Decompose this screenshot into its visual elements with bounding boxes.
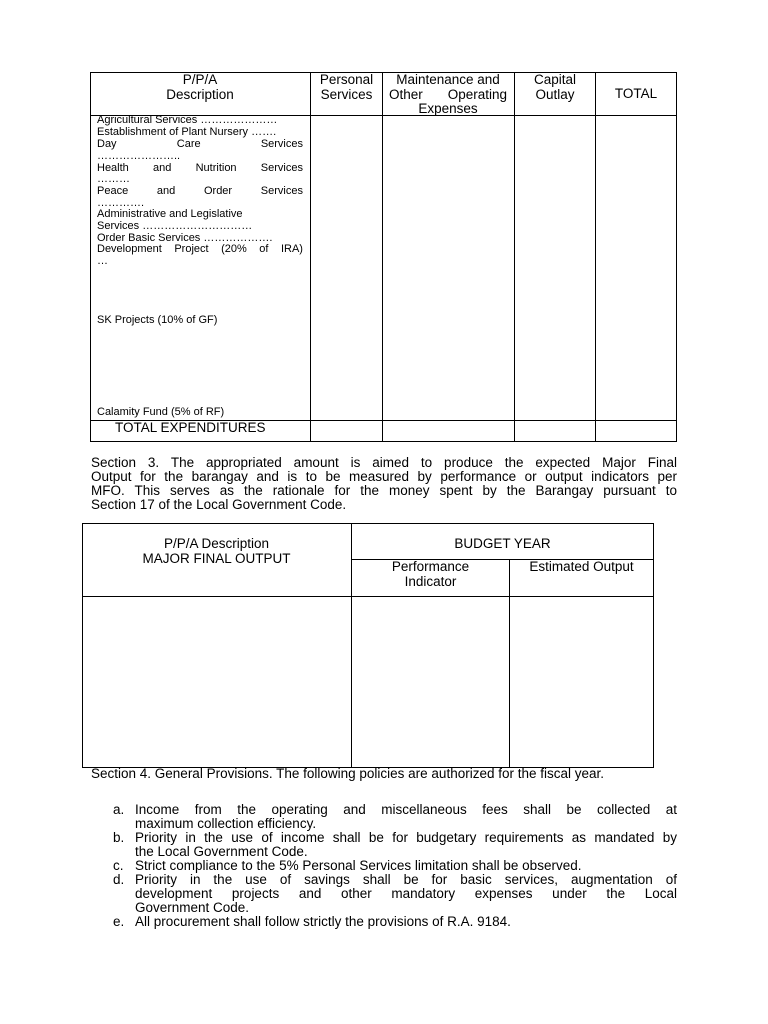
column-divider [514, 72, 515, 442]
item-word: and [153, 162, 172, 174]
item-word: Services [260, 162, 303, 174]
column-divider [382, 72, 383, 442]
item-word: Day [97, 138, 117, 150]
header-text: Maintenance and [396, 72, 500, 87]
total-expenditures-label: TOTAL EXPENDITURES [115, 420, 266, 435]
item-word: Order [203, 185, 233, 197]
list-item [113, 859, 677, 873]
item-word: Nutrition [195, 162, 237, 174]
item-development-project [97, 244, 303, 256]
item-word: Services [260, 185, 303, 197]
header-ppa-description [90, 73, 310, 102]
header-text: TOTAL [614, 86, 658, 101]
header-text: Indicator [404, 573, 457, 589]
header-text: Personal [319, 72, 374, 87]
item-leader-dots: ……… [97, 173, 130, 185]
paragraph-line: Section 3. The appropriated amount is aimed to produce the expected Major Final [91, 455, 677, 470]
major-final-output-table [82, 523, 654, 768]
header-text: Description [166, 86, 234, 102]
list-item [113, 915, 677, 929]
item-sk-projects: SK Projects (10% of GF) [97, 314, 218, 326]
item-word: Services [260, 138, 303, 150]
table-border-top [82, 523, 654, 524]
paragraph-line: Output for the barangay and is to be measured by performance or output indicators per [91, 469, 677, 484]
header-total [596, 87, 676, 102]
list-marker: d. [113, 872, 125, 887]
item-word: Health [97, 162, 129, 174]
header-text: Services [320, 86, 373, 102]
item-administrative-legislative-cont: Services ………………………… [97, 220, 253, 232]
list-item [113, 803, 677, 831]
column-divider [509, 559, 510, 768]
item-word: IRA) [280, 243, 303, 255]
item-word: (20% [221, 243, 247, 255]
budget-table [90, 72, 677, 442]
list-line: development projects and other mandatory expenses under the Local [135, 886, 677, 901]
table-border-right [676, 72, 677, 442]
header-capital-outlay [515, 73, 595, 102]
table-border-left [90, 72, 91, 442]
paragraph-line: Section 17 of the Local Government Code. [91, 497, 347, 512]
paragraph-line: MFO. This serves as the rationale for the money spent by the Barangay pursuant to [91, 483, 677, 498]
section-3-paragraph [91, 456, 677, 512]
item-plant-nursery: Establishment of Plant Nursery ……. [97, 126, 277, 138]
header-personal-services [311, 73, 382, 102]
item-word: Development [97, 243, 162, 255]
list-line: All procurement shall follow strictly the provisions of R.A. 9184. [135, 914, 511, 929]
header-ppa-mfo [82, 537, 351, 566]
list-marker: b. [113, 830, 125, 845]
header-text: MAJOR FINAL OUTPUT [142, 550, 291, 566]
header-text: Expenses [418, 101, 478, 116]
header-text: Other [389, 86, 423, 102]
header-budget-year: BUDGET YEAR [454, 536, 551, 551]
header-text: Capital [533, 72, 577, 87]
item-leader-dots: … [97, 255, 108, 267]
list-line: maximum collection efficiency. [135, 816, 317, 831]
section-4-heading: Section 4. General Provisions. The following policies are authorized for the fiscal year. [91, 766, 605, 781]
header-text: Operating [447, 86, 507, 102]
table-border-bottom [90, 441, 677, 442]
list-marker: e. [113, 914, 125, 929]
item-calamity-fund: Calamity Fund (5% of RF) [97, 406, 225, 418]
item-leader-dots: …………. [97, 197, 145, 209]
list-item [113, 831, 677, 859]
column-divider [595, 72, 596, 442]
item-administrative-legislative: Administrative and Legislative [97, 208, 243, 220]
item-word: of [259, 243, 269, 255]
header-divider [82, 596, 654, 597]
list-line: Priority in the use of income shall be for budgetary requirements as mandated by [135, 830, 677, 845]
item-word: Care [176, 138, 201, 150]
list-line: Strict compliance to the 5% Personal Services limitation shall be observed. [135, 858, 582, 873]
list-marker: c. [113, 858, 124, 873]
item-word: Peace [97, 185, 129, 197]
list-item [113, 873, 677, 915]
column-divider [310, 72, 311, 442]
header-text: Outlay [535, 86, 575, 102]
header-performance-indicator [352, 560, 509, 589]
item-word: and [156, 185, 176, 197]
item-word: Project [174, 243, 209, 255]
list-marker: a. [113, 802, 125, 817]
header-text: P/P/A [182, 72, 218, 87]
item-order-basic-services: Order Basic Services ………………. [97, 232, 273, 244]
table-border-right [653, 523, 654, 768]
header-text: P/P/A Description [163, 536, 270, 551]
list-line: Government Code. [135, 900, 250, 915]
header-text: Performance [391, 559, 470, 574]
header-mooe [389, 73, 507, 117]
list-line: Income from the operating and miscellaneous fees shall be collected at [135, 802, 677, 817]
list-line: Priority in the use of savings shall be for basic services, augmentation of [135, 872, 677, 887]
list-line: the Local Government Code. [135, 844, 308, 859]
item-leader-dots: ………………….. [97, 150, 181, 162]
header-estimated-output: Estimated Output [529, 559, 634, 574]
item-agricultural-services: Agricultural Services ………………… [97, 114, 278, 126]
